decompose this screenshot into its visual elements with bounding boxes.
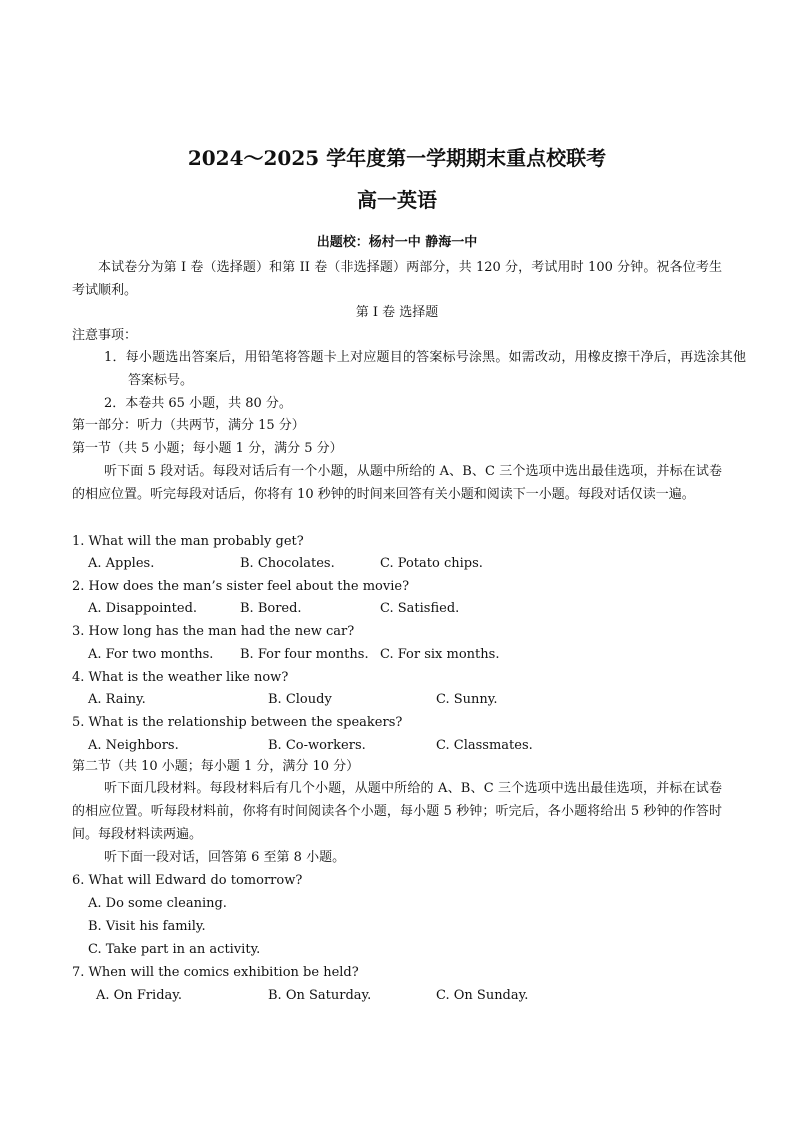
option-5a: A. Neighbors. [88,738,179,753]
option-5b: B. Co-workers. [268,738,366,753]
exam-title: 2024～2025 学年度第一学期期末重点校联考 [187,146,607,170]
notice-item-2: 2．本卷共 65 小题，共 80 分。 [104,396,292,411]
section2-title: 第二节（共 10 小题；每小题 1 分，满分 10 分） [72,759,360,774]
subject-title: 高一英语 [357,188,437,212]
question-6: 6. What will Edward do tomorrow? [72,873,303,888]
question-3: 3. How long has the man had the new car? [72,624,355,639]
notice-item-1: 1．每小题选出答案后，用铅笔将答题卡上对应题目的答案标号涂黑。如需改动，用橡皮擦干净后，再选涂其他答案标号。 [104,350,746,388]
option-7a: A. On Friday. [96,988,183,1003]
option-1b: B. Chocolates. [240,556,335,571]
section1-instructions: 听下面 5 段对话。每段对话后有一个小题，从题中所给的 A、B、C 三个选项中选出最佳选项，并标在试卷的相应位置。听完每段对话后，你将有 10 秒钟的时间来回答有关小题和阅读下一小题。每段对话仅读一遍。 [72,464,722,502]
option-2c: C. Satisfied. [380,601,460,616]
listening-title: 第一部分：听力（共两节，满分 15 分） [72,418,305,433]
section1-title: 第一节（共 5 小题；每小题 1 分，满分 5 分） [72,441,343,456]
question-2: 2. How does the man’s sister feel about the movie? [72,579,410,594]
option-6a: A. Do some cleaning. [88,896,227,911]
option-7c: C. On Sunday. [436,988,529,1003]
option-4a: A. Rainy. [88,692,146,707]
notice-label: 注意事项： [72,328,138,343]
question-1: 1. What will the man probably get? [72,534,304,549]
question-4: 4. What is the weather like now? [72,670,289,685]
option-7b: B. On Saturday. [268,988,372,1003]
option-2b: B. Bored. [240,601,302,616]
option-3c: C. For six months. [380,647,500,662]
option-1c: C. Potato chips. [380,556,483,571]
setter-schools: 出题校：杨村一中 静海一中 [316,235,478,250]
option-6c: C. Take part in an activity. [88,942,261,957]
option-2a: A. Disappointed. [88,601,198,616]
option-3a: A. For two months. [88,647,214,662]
question-7: 7. When will the comics exhibition be held? [72,965,359,980]
section2-subinstruction: 听下面一段对话，回答第 6 至第 8 小题。 [104,850,346,865]
section2-instructions: 听下面几段材料。每段材料后有几个小题，从题中所给的 A、B、C 三个选项中选出最佳选项，并标在试卷的相应位置。听每段材料前，你将有时间阅读各个小题，每小题 5 秒钟；听完后，各小题将给出 5 秒钟的作答时间。每段材料读两遍。 [72,781,722,842]
part1-title: 第 I 卷 选择题 [355,305,439,320]
option-6b: B. Visit his family. [88,919,206,934]
option-5c: C. Classmates. [436,738,533,753]
option-1a: A. Apples. [88,556,155,571]
question-5: 5. What is the relationship between the speakers? [72,715,403,730]
option-3b: B. For four months. [240,647,369,662]
option-4c: C. Sunny. [436,692,498,707]
option-4b: B. Cloudy [268,692,332,707]
intro-paragraph: 本试卷分为第 I 卷（选择题）和第 II 卷（非选择题）两部分，共 120 分，考试用时 100 分钟。祝各位考生考试顺利。 [72,260,722,298]
